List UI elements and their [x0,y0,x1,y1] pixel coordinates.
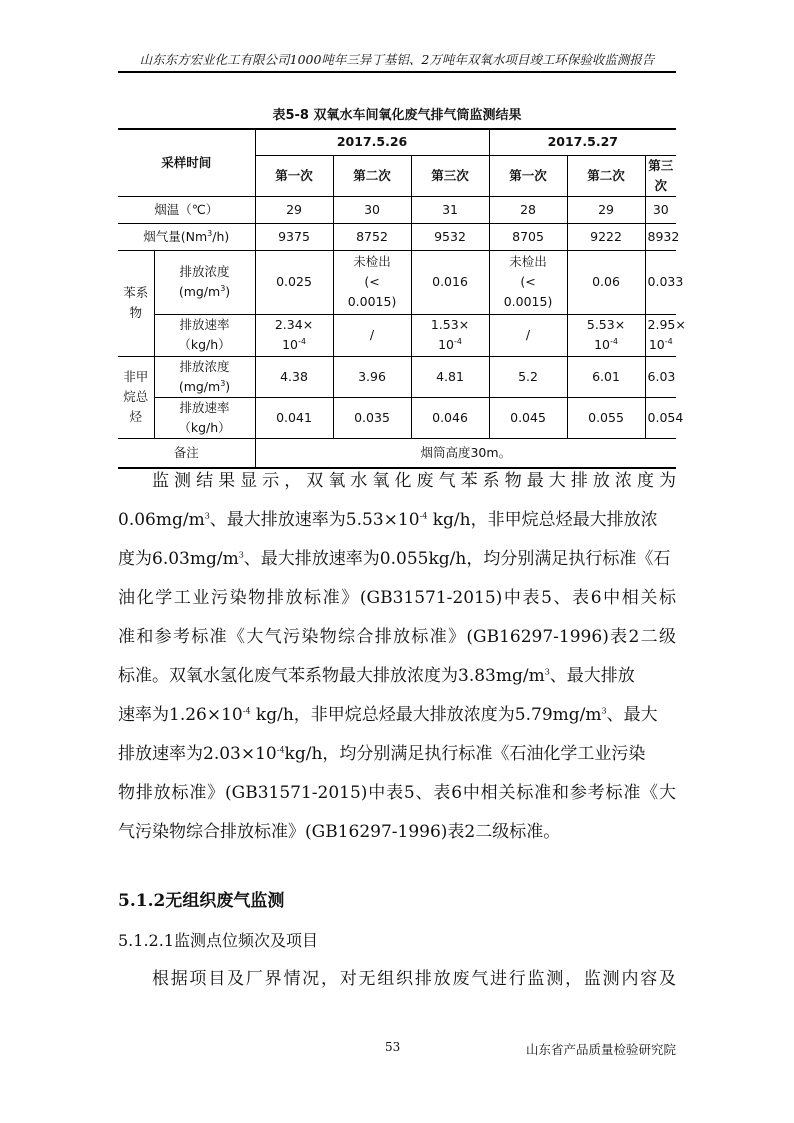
rate-label: 排放速率（kg/h） [154,397,255,438]
benzene-rate-cell [645,314,686,356]
run-header: 第一次 [255,155,333,196]
rate-exponent: $10^{-4}$ [438,336,462,352]
rate-mantissa: 5.53× [586,317,626,332]
cell-line: (< [520,274,536,289]
benzene-concentration-cell [333,250,411,314]
temperature-label: 烟温（℃） [118,196,255,223]
nmhc-concentration-cell: 6.01 [567,356,645,397]
remark-label: 备注 [118,438,255,468]
date-header: 2017.5.27 [489,129,676,155]
benzene-concentration-cell [645,250,684,314]
paragraph-line: 标准。双氧水氢化废气苯系物最大排放浓度为$3.83mg/m^3$、最大排放 [118,666,635,686]
paragraph-line: 物排放标准》(GB31571-2015)中表5、表6中相关标准和参考标准《大 [118,783,676,803]
cell-line: 0.0015) [503,294,553,309]
nmhc-rate-cell: 0.054 [645,397,676,438]
benzene-concentration-cell [411,250,489,314]
rate-mantissa: 2.95× [647,317,686,332]
paragraph-line: 速率为$1.26\times 10^{-4}$ kg/h，非甲烷总烃最大排放浓度为$5.79mg/m^3$、最大 [118,705,658,725]
nmhc-rate-cell: 0.041 [255,397,333,438]
benzene-rate-cell [411,314,489,356]
concentration-label: 排放浓度$(mg/m^3)$ [154,356,255,397]
cell-line: 0.033 [647,274,684,289]
run-header: 第三次 [645,155,676,196]
footer-organization: 山东省产品质量检验研究院 [525,1042,676,1057]
cell-line: 未检出 [509,254,547,269]
flow-label: 烟气量(Nm$^3$/h) [118,223,255,250]
nmhc-rate-cell: 0.045 [489,397,567,438]
rate-mantissa: 2.34× [274,317,314,332]
cell-line: 0.016 [432,274,468,289]
rate-exponent: $10^{-4}$ [648,336,673,352]
temperature-cell: 30 [645,196,676,223]
paragraph-line: 监测结果显示，双氧水氧化废气苯系物最大排放浓度为 [152,471,676,491]
benzene-group-label: 苯系 物 [118,250,154,356]
nmhc-concentration-cell: 4.81 [411,356,489,397]
results-paragraph [118,462,676,852]
header-rule [118,71,676,73]
monitoring-results-table [118,128,686,469]
flow-cell: 9375 [255,223,333,250]
rate-exponent: $10^{-4}$ [594,336,618,352]
flow-cell: 8752 [333,223,411,250]
paragraph-line: 根据项目及厂界情况，对无组织排放废气进行监测，监测内容及 [152,969,676,989]
flow-cell: 9532 [411,223,489,250]
nmhc-rate-cell: 0.055 [567,397,645,438]
benzene-concentration-cell [567,250,645,314]
paragraph-line: 油化学工业污染物排放标准》(GB31571-2015)中表5、表6中相关标 [118,588,676,608]
sampling-time-header: 采样时间 [118,129,255,196]
nmhc-concentration-cell: 3.96 [333,356,411,397]
page-number: 53 [385,1040,401,1054]
temperature-cell: 29 [255,196,333,223]
rate-exponent: $10^{-4}$ [282,336,306,352]
paragraph-line: 排放速率为$2.03\times 10^{-4}kg/h$，均分别满足执行标准《石油化学工业污染 [118,744,646,764]
temperature-cell: 31 [411,196,489,223]
flow-cell: 8705 [489,223,567,250]
nmhc-group-label: 非甲 烷总 烃 [118,356,154,438]
table-caption: 表5-8 双氧水车间氧化废气排气筒监测结果 [272,108,522,123]
benzene-concentration-cell [255,250,333,314]
temperature-cell: 30 [333,196,411,223]
temperature-cell: 28 [489,196,567,223]
run-header: 第一次 [489,155,567,196]
cell-line: 0.06 [592,274,620,289]
run-header: 第三次 [411,155,489,196]
intro-paragraph [118,960,676,999]
benzene-rate-cell [567,314,645,356]
benzene-rate-cell: / [333,314,411,356]
flow-cell: 8932 [645,223,676,250]
nmhc-rate-cell: 0.046 [411,397,489,438]
temperature-cell: 29 [567,196,645,223]
paragraph-line: 度为$6.03mg/m^3$、最大排放速率为0.055kg/h，均分别满足执行标准《石 [118,549,671,569]
flow-cell: 9222 [567,223,645,250]
benzene-rate-cell: / [489,314,567,356]
cell-line: (< [364,274,380,289]
paragraph-line: $0.06mg/m^3$、最大排放速率为$5.53\times 10^{-4}$ kg/h，非甲烷总烃最大排放浓 [118,510,658,530]
nmhc-concentration-cell: 5.2 [489,356,567,397]
nmhc-concentration-cell: 4.38 [255,356,333,397]
paragraph-line: 准和参考标准《大气污染物综合排放标准》(GB16297-1996)表2二级 [118,627,676,647]
rate-mantissa: 1.53× [430,317,470,332]
section-heading: 5.1.2无组织废气监测 [118,891,285,911]
cell-line: 0.025 [276,274,312,289]
paragraph-line: 气污染物综合排放标准》(GB16297-1996)表2二级标准。 [118,822,561,842]
cell-line: 未检出 [353,254,391,269]
page-header-title: 山东东方宏业化工有限公司1000吨年三异丁基铝、2万吨年双氧水项目竣工环保验收监测报告 [139,52,655,67]
nmhc-concentration-cell: 6.03 [645,356,676,397]
cell-line: 0.0015) [347,294,397,309]
concentration-label: 排放浓度$(mg/m^3)$ [154,250,255,314]
run-header: 第二次 [567,155,645,196]
date-header: 2017.5.26 [255,129,489,155]
subsection-heading: 5.1.2.1监测点位频次及项目 [118,931,318,950]
remark-value: 烟筒高度30m。 [255,438,676,468]
benzene-concentration-cell [489,250,567,314]
rate-label: 排放速率（kg/h） [154,314,255,356]
nmhc-rate-cell: 0.035 [333,397,411,438]
benzene-rate-cell [255,314,333,356]
run-header: 第二次 [333,155,411,196]
